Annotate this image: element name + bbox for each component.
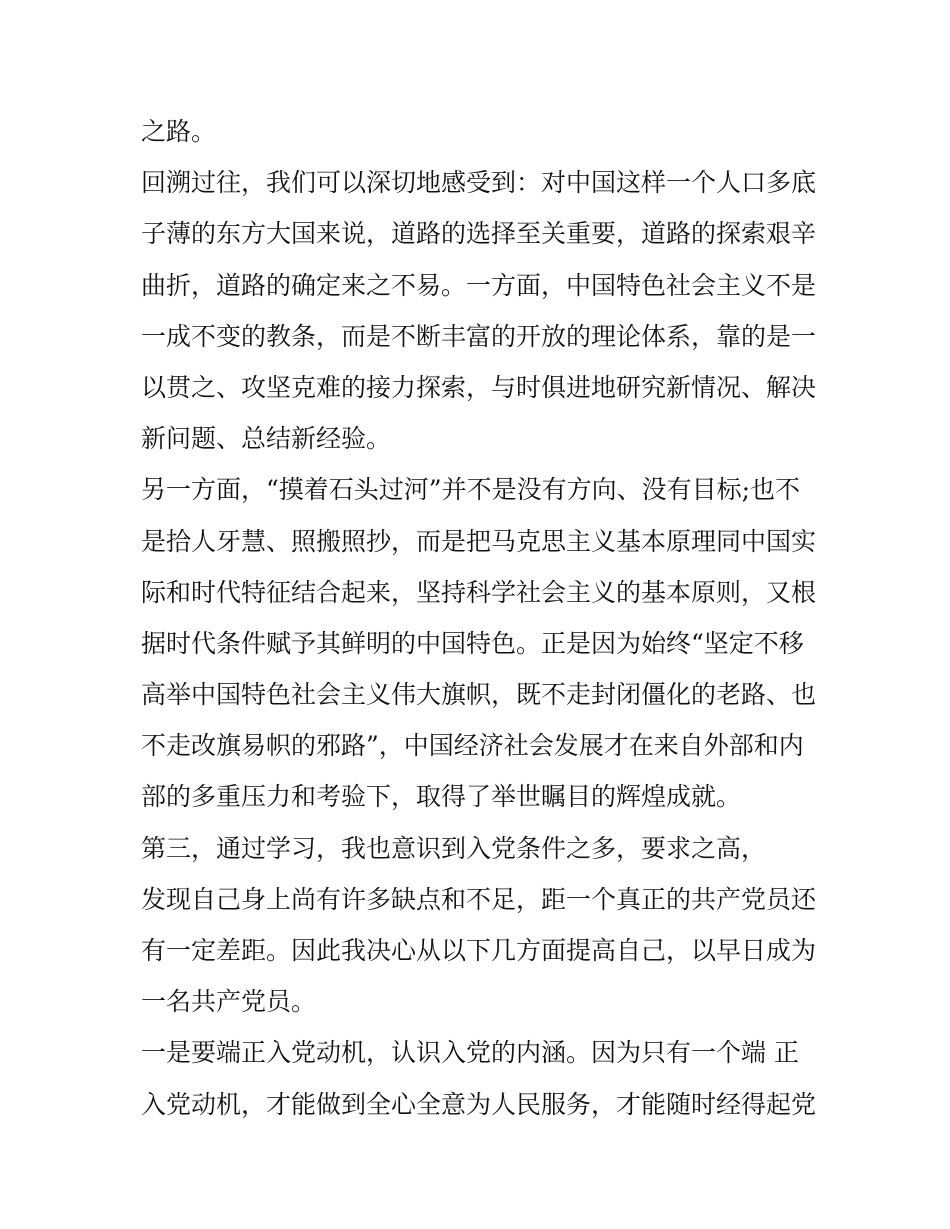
text-line-14: 部的多重压力和考验下，取得了举世瞩目的辉煌成就。 xyxy=(141,782,742,812)
text-line-18: 一名共产党员。 xyxy=(141,987,317,1017)
text-line-19: 一是要端正入党动机，认识入党的内涵。因为只有一个端 正 xyxy=(141,1038,799,1068)
text-line-3: 子薄的东方大国来说，道路的选择至关重要，道路的探索艰辛 xyxy=(141,219,817,249)
text-line-9: 是拾人牙慧、照搬照抄，而是把马克思主义基本原理同中国实 xyxy=(141,526,817,556)
text-line-4: 曲折，道路的确定来之不易。一方面，中国特色社会主义不是 xyxy=(141,270,817,300)
document-body-text xyxy=(141,106,821,1130)
text-line-16: 发现自己身上尚有许多缺点和不足，距一个真正的共产党员还 xyxy=(141,884,817,914)
text-line-13: 不走改旗易帜的邪路”，中国经济社会发展才在来自外部和内 xyxy=(141,731,804,761)
text-line-7: 新问题、总结新经验。 xyxy=(141,424,392,454)
text-line-11: 据时代条件赋予其鲜明的中国特色。正是因为始终“坚定不移 xyxy=(141,628,804,658)
text-line-20: 入党动机，才能做到全心全意为人民服务，才能随时经得起党 xyxy=(141,1089,817,1119)
text-line-5: 一成不变的教条，而是不断丰富的开放的理论体系，靠的是一 xyxy=(141,321,817,351)
text-line-17: 有一定差距。因此我决心从以下几方面提高自己，以早日成为 xyxy=(141,936,817,965)
text-line-8: 另一方面，“摸着石头过河”并不是没有方向、没有目标;也不 xyxy=(141,475,800,505)
text-line-15: 第三，通过学习，我也意识到入党条件之多，要求之高， xyxy=(141,833,767,863)
text-line-12: 高举中国特色社会主义伟大旗帜，既不走封闭僵化的老路、也 xyxy=(141,680,817,710)
text-line-2: 回溯过往，我们可以深切地感受到：对中国这样一个人口多底 xyxy=(141,168,817,198)
text-line-6: 以贯之、攻坚克难的接力探索，与时俱进地研究新情况、解决 xyxy=(141,372,817,402)
text-line-1: 之路。 xyxy=(141,117,217,146)
text-line-10: 际和时代特征结合起来，坚持科学社会主义的基本原则，又根 xyxy=(141,577,817,607)
